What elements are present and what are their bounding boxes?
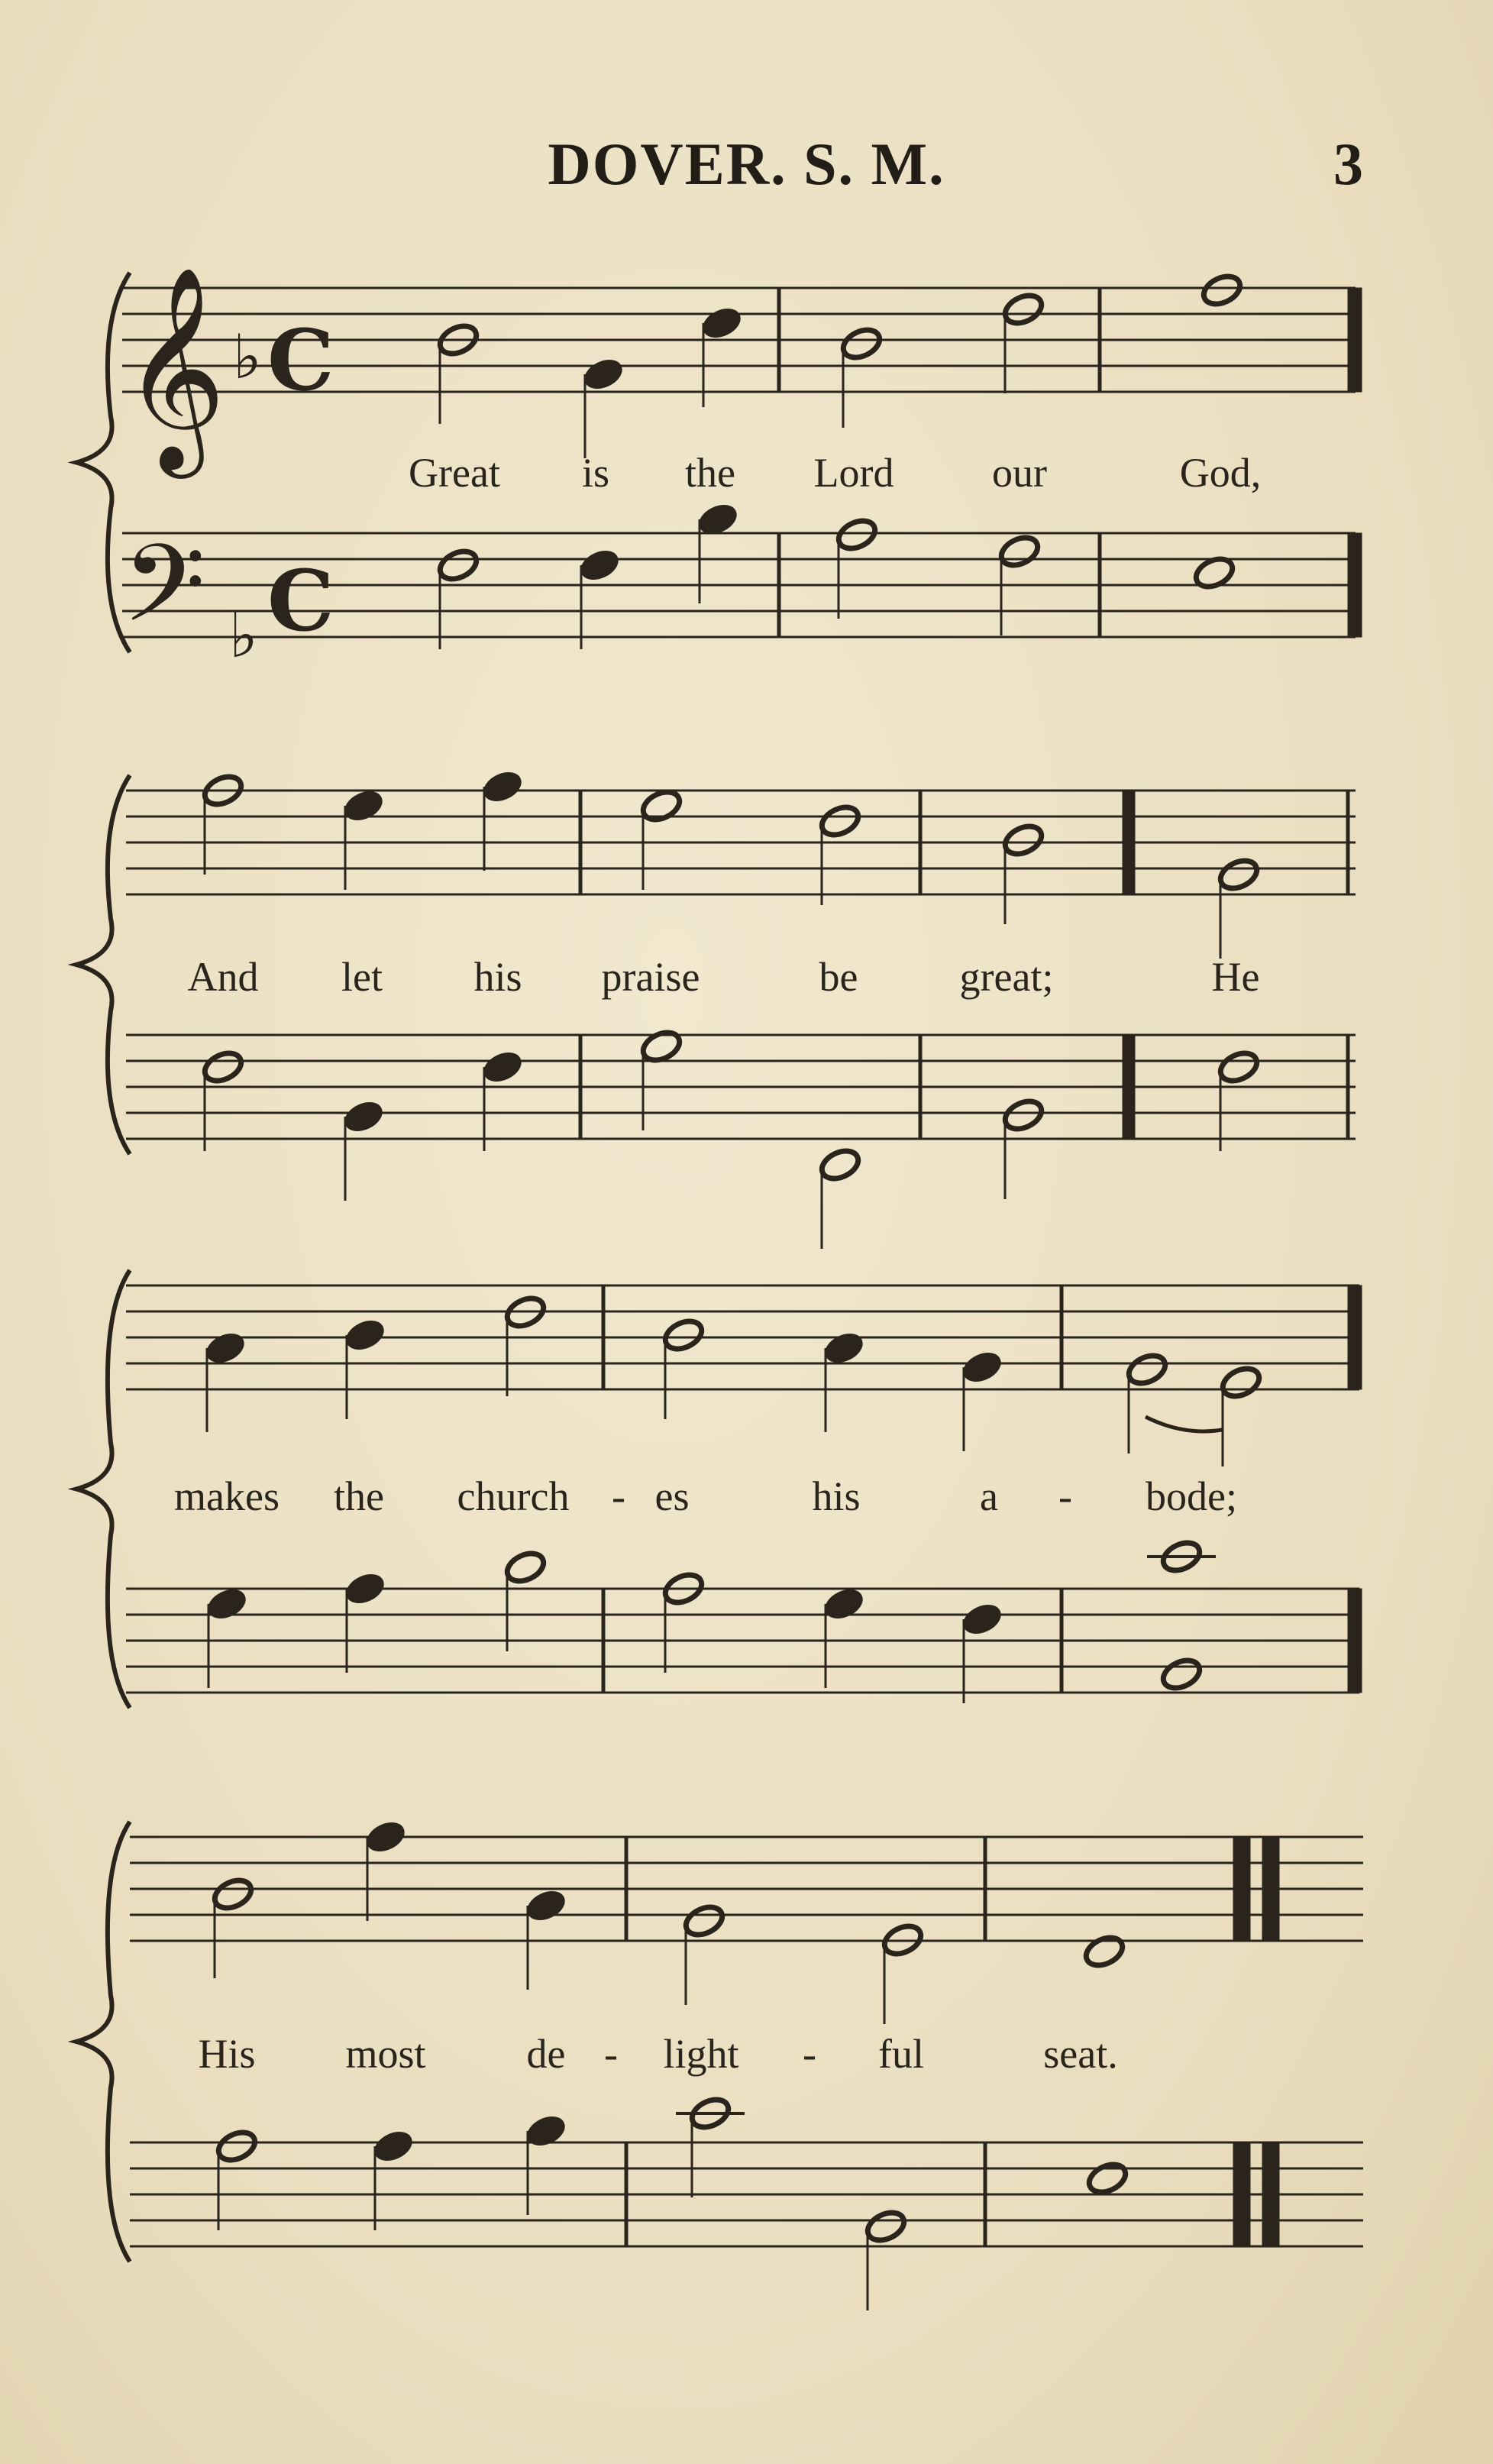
- lyric-word: the: [685, 450, 735, 496]
- lyric-word: be: [819, 954, 858, 1000]
- open-note: [835, 516, 880, 554]
- treble-clef-icon: 𝄞: [122, 266, 226, 470]
- open-note: [1200, 271, 1245, 309]
- lyric-word: let: [341, 954, 383, 1000]
- final-barline: [1348, 533, 1362, 637]
- lyric-word: And: [187, 954, 259, 1000]
- filled-note: [203, 1329, 248, 1367]
- page-number: 3: [1333, 131, 1363, 197]
- double-barline: [1233, 2142, 1250, 2246]
- double-barline: [1262, 2142, 1279, 2246]
- lyric-word: His: [198, 2031, 256, 2077]
- lyric-word: our: [992, 450, 1047, 496]
- bass-common-time-icon: C: [267, 551, 334, 650]
- filled-note: [480, 1048, 525, 1086]
- final-barline: [1348, 288, 1362, 392]
- open-note: [201, 1048, 246, 1086]
- filled-note: [364, 1818, 409, 1856]
- lyric-word: is: [581, 450, 610, 496]
- open-note: [839, 325, 884, 363]
- page-title: DOVER. S. M.: [548, 131, 945, 197]
- treble-flat-icon: ♭: [233, 322, 262, 393]
- lyric-word: church: [457, 1473, 570, 1519]
- bass-flat-icon: ♭: [229, 600, 258, 671]
- lyric-word: God,: [1179, 450, 1262, 496]
- open-note: [661, 1316, 706, 1354]
- double-barline: [1262, 1837, 1279, 1941]
- open-note: [864, 2207, 909, 2246]
- filled-note: [822, 1329, 867, 1367]
- lyric-word: -: [612, 1473, 625, 1519]
- filled-note: [480, 768, 525, 806]
- system-brace: [76, 775, 130, 1154]
- lyric-word: bode;: [1146, 1473, 1237, 1519]
- lyric-word: de: [526, 2031, 566, 2077]
- bass-clef-icon: 𝄢: [122, 522, 206, 673]
- filled-note: [341, 1098, 386, 1136]
- filled-note: [343, 1316, 388, 1354]
- system-brace: [76, 1270, 130, 1708]
- filled-note: [524, 2112, 569, 2150]
- system-brace: [76, 1822, 130, 2262]
- lyric-word: a: [980, 1473, 998, 1519]
- open-note: [1001, 290, 1046, 328]
- filled-note: [577, 546, 622, 584]
- filled-note: [960, 1600, 1005, 1638]
- filled-note: [700, 304, 745, 342]
- filled-note: [371, 2127, 416, 2165]
- lyric-word: seat.: [1043, 2031, 1118, 2077]
- open-note: [682, 1902, 727, 1940]
- slur: [1146, 1417, 1222, 1431]
- lyric-word: great;: [959, 954, 1054, 1000]
- thick-barline: [1123, 791, 1135, 894]
- open-note: [1082, 1932, 1127, 1971]
- open-note: [1217, 1048, 1262, 1086]
- notes: [201, 271, 1264, 2310]
- filled-note: [960, 1348, 1005, 1386]
- open-note: [1001, 821, 1046, 859]
- lyric-word: He: [1211, 954, 1260, 1000]
- lyric-word: the: [334, 1473, 384, 1519]
- open-note: [1001, 1096, 1046, 1134]
- open-note: [997, 532, 1042, 571]
- treble-common-time-icon: C: [267, 311, 334, 409]
- filled-note: [822, 1585, 867, 1623]
- filled-note: [343, 1570, 388, 1608]
- barlines: [580, 288, 1362, 2246]
- open-note: [818, 802, 863, 840]
- open-note: [215, 2127, 260, 2165]
- lyric-word: his: [473, 954, 522, 1000]
- lyric-word: Great: [409, 450, 500, 496]
- open-note: [1085, 2159, 1130, 2197]
- lyric-word: makes: [174, 1473, 280, 1519]
- filled-note: [205, 1585, 250, 1623]
- thick-barline: [1123, 1035, 1135, 1139]
- open-note: [211, 1875, 256, 1913]
- open-note: [436, 546, 481, 584]
- double-barline: [1233, 1837, 1250, 1941]
- final-barline: [1348, 1285, 1362, 1389]
- filled-note: [524, 1887, 569, 1925]
- lyric-word: -: [604, 2031, 618, 2077]
- lyric-word: -: [1058, 1473, 1072, 1519]
- open-note: [639, 787, 684, 825]
- final-barline: [1348, 1589, 1362, 1693]
- lyric-word: ful: [878, 2031, 924, 2077]
- filled-note: [341, 787, 386, 825]
- lyric-word: light: [663, 2031, 739, 2077]
- open-note: [818, 1146, 863, 1184]
- lyric-word: praise: [601, 954, 700, 1000]
- lyric-word: most: [345, 2031, 426, 2077]
- open-note: [1159, 1655, 1204, 1693]
- lyric-word: es: [654, 1473, 690, 1519]
- open-note: [1219, 1363, 1264, 1402]
- lyric-word: his: [812, 1473, 861, 1519]
- open-note: [1217, 855, 1262, 894]
- lyric-word: Lord: [813, 450, 894, 496]
- filled-note: [581, 355, 626, 393]
- open-note: [1125, 1350, 1170, 1389]
- lyric-word: -: [803, 2031, 816, 2077]
- open-note: [503, 1548, 548, 1586]
